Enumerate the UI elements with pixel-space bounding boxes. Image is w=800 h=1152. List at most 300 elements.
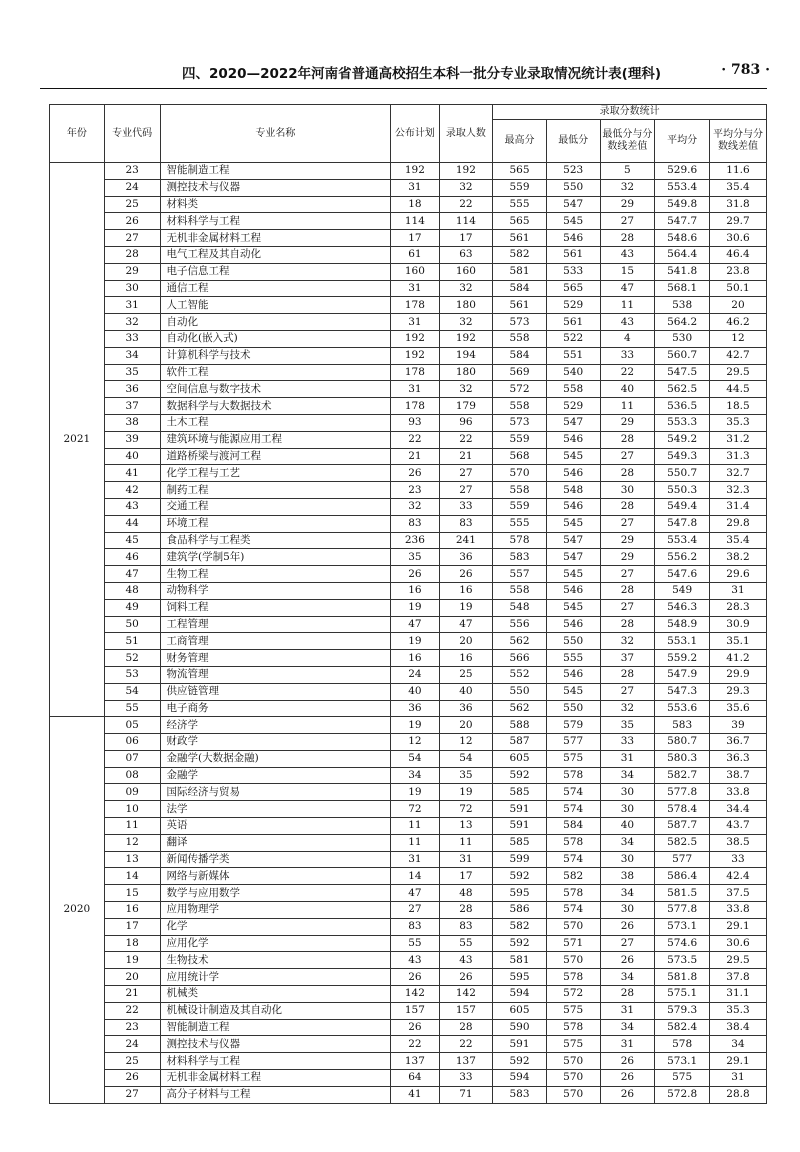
min-diff-cell: 11 bbox=[600, 398, 655, 415]
max-cell: 605 bbox=[493, 1002, 547, 1019]
avg-diff-cell: 50.1 bbox=[709, 280, 766, 297]
avg-diff-cell: 31.2 bbox=[709, 431, 766, 448]
avg-cell: 546.3 bbox=[655, 599, 710, 616]
code-cell: 48 bbox=[104, 582, 160, 599]
table-row bbox=[50, 734, 767, 751]
avg-cell: 556.2 bbox=[655, 549, 710, 566]
avg-cell: 550.3 bbox=[655, 482, 710, 499]
header-max: 最高分 bbox=[493, 120, 547, 163]
min-diff-cell: 32 bbox=[600, 633, 655, 650]
table-row bbox=[50, 818, 767, 835]
code-cell: 37 bbox=[104, 398, 160, 415]
admitted-cell: 20 bbox=[439, 633, 493, 650]
plan-cell: 192 bbox=[391, 163, 439, 180]
admitted-cell: 96 bbox=[439, 414, 493, 431]
min-diff-cell: 31 bbox=[600, 1002, 655, 1019]
major-cell: 法学 bbox=[160, 801, 391, 818]
code-cell: 42 bbox=[104, 482, 160, 499]
plan-cell: 83 bbox=[391, 918, 439, 935]
max-cell: 591 bbox=[493, 1036, 547, 1053]
plan-cell: 22 bbox=[391, 431, 439, 448]
admitted-cell: 27 bbox=[439, 465, 493, 482]
header-plan: 公布计划 bbox=[391, 105, 439, 163]
table-row bbox=[50, 297, 767, 314]
code-cell: 28 bbox=[104, 246, 160, 263]
min-diff-cell: 26 bbox=[600, 918, 655, 935]
min-cell: 545 bbox=[546, 683, 600, 700]
avg-diff-cell: 29.3 bbox=[709, 683, 766, 700]
admitted-cell: 72 bbox=[439, 801, 493, 818]
min-diff-cell: 28 bbox=[600, 666, 655, 683]
min-cell: 578 bbox=[546, 767, 600, 784]
major-cell: 机械设计制造及其自动化 bbox=[160, 1002, 391, 1019]
avg-cell: 553.1 bbox=[655, 633, 710, 650]
table-row bbox=[50, 314, 767, 331]
avg-cell: 548.9 bbox=[655, 616, 710, 633]
min-diff-cell: 38 bbox=[600, 868, 655, 885]
code-cell: 17 bbox=[104, 918, 160, 935]
min-diff-cell: 33 bbox=[600, 347, 655, 364]
major-cell: 生物工程 bbox=[160, 566, 391, 583]
code-cell: 38 bbox=[104, 414, 160, 431]
table-row bbox=[50, 885, 767, 902]
admitted-cell: 11 bbox=[439, 834, 493, 851]
min-diff-cell: 27 bbox=[600, 935, 655, 952]
avg-cell: 577.8 bbox=[655, 902, 710, 919]
table-row bbox=[50, 179, 767, 196]
admitted-cell: 28 bbox=[439, 902, 493, 919]
plan-cell: 19 bbox=[391, 599, 439, 616]
header-major: 专业名称 bbox=[160, 105, 391, 163]
plan-cell: 19 bbox=[391, 633, 439, 650]
code-cell: 46 bbox=[104, 549, 160, 566]
avg-diff-cell: 28.8 bbox=[709, 1086, 766, 1103]
admitted-cell: 137 bbox=[439, 1053, 493, 1070]
table-row bbox=[50, 683, 767, 700]
plan-cell: 22 bbox=[391, 1036, 439, 1053]
plan-cell: 11 bbox=[391, 834, 439, 851]
header-code: 专业代码 bbox=[104, 105, 160, 163]
max-cell: 573 bbox=[493, 314, 547, 331]
table-row bbox=[50, 750, 767, 767]
min-cell: 546 bbox=[546, 582, 600, 599]
plan-cell: 14 bbox=[391, 868, 439, 885]
plan-cell: 19 bbox=[391, 717, 439, 734]
avg-diff-cell: 38.5 bbox=[709, 834, 766, 851]
major-cell: 饲料工程 bbox=[160, 599, 391, 616]
max-cell: 558 bbox=[493, 398, 547, 415]
avg-diff-cell: 38.4 bbox=[709, 1019, 766, 1036]
major-cell: 制药工程 bbox=[160, 482, 391, 499]
avg-diff-cell: 29.5 bbox=[709, 364, 766, 381]
code-cell: 30 bbox=[104, 280, 160, 297]
plan-cell: 18 bbox=[391, 196, 439, 213]
plan-cell: 192 bbox=[391, 330, 439, 347]
code-cell: 19 bbox=[104, 952, 160, 969]
major-cell: 无机非金属材料工程 bbox=[160, 1070, 391, 1087]
major-cell: 智能制造工程 bbox=[160, 163, 391, 180]
major-cell: 道路桥梁与渡河工程 bbox=[160, 448, 391, 465]
avg-cell: 580.7 bbox=[655, 734, 710, 751]
table-row bbox=[50, 213, 767, 230]
avg-diff-cell: 11.6 bbox=[709, 163, 766, 180]
code-cell: 34 bbox=[104, 347, 160, 364]
major-cell: 生物技术 bbox=[160, 952, 391, 969]
avg-cell: 529.6 bbox=[655, 163, 710, 180]
max-cell: 552 bbox=[493, 666, 547, 683]
table-row bbox=[50, 1002, 767, 1019]
max-cell: 587 bbox=[493, 734, 547, 751]
avg-cell: 575.1 bbox=[655, 986, 710, 1003]
avg-cell: 547.9 bbox=[655, 666, 710, 683]
avg-diff-cell: 41.2 bbox=[709, 650, 766, 667]
table-row bbox=[50, 717, 767, 734]
plan-cell: 21 bbox=[391, 448, 439, 465]
min-diff-cell: 40 bbox=[600, 818, 655, 835]
min-cell: 546 bbox=[546, 498, 600, 515]
code-cell: 27 bbox=[104, 1086, 160, 1103]
admitted-cell: 22 bbox=[439, 196, 493, 213]
max-cell: 595 bbox=[493, 885, 547, 902]
admitted-cell: 63 bbox=[439, 246, 493, 263]
avg-diff-cell: 33.8 bbox=[709, 902, 766, 919]
min-diff-cell: 47 bbox=[600, 280, 655, 297]
min-diff-cell: 29 bbox=[600, 532, 655, 549]
min-diff-cell: 22 bbox=[600, 364, 655, 381]
avg-diff-cell: 35.4 bbox=[709, 532, 766, 549]
table-row bbox=[50, 834, 767, 851]
avg-cell: 553.6 bbox=[655, 700, 710, 717]
min-diff-cell: 32 bbox=[600, 700, 655, 717]
table-row bbox=[50, 414, 767, 431]
code-cell: 16 bbox=[104, 902, 160, 919]
major-cell: 空间信息与数字技术 bbox=[160, 381, 391, 398]
min-diff-cell: 27 bbox=[600, 448, 655, 465]
max-cell: 558 bbox=[493, 330, 547, 347]
admitted-cell: 71 bbox=[439, 1086, 493, 1103]
admitted-cell: 36 bbox=[439, 549, 493, 566]
plan-cell: 23 bbox=[391, 482, 439, 499]
plan-cell: 19 bbox=[391, 784, 439, 801]
table-row bbox=[50, 381, 767, 398]
max-cell: 586 bbox=[493, 902, 547, 919]
avg-cell: 530 bbox=[655, 330, 710, 347]
plan-cell: 41 bbox=[391, 1086, 439, 1103]
max-cell: 559 bbox=[493, 498, 547, 515]
code-cell: 47 bbox=[104, 566, 160, 583]
avg-cell: 575 bbox=[655, 1070, 710, 1087]
plan-cell: 83 bbox=[391, 515, 439, 532]
major-cell: 数据科学与大数据技术 bbox=[160, 398, 391, 415]
max-cell: 588 bbox=[493, 717, 547, 734]
avg-cell: 573.1 bbox=[655, 1053, 710, 1070]
max-cell: 558 bbox=[493, 482, 547, 499]
admitted-cell: 43 bbox=[439, 952, 493, 969]
min-diff-cell: 11 bbox=[600, 297, 655, 314]
code-cell: 23 bbox=[104, 1019, 160, 1036]
code-cell: 43 bbox=[104, 498, 160, 515]
table-row bbox=[50, 582, 767, 599]
table-row bbox=[50, 515, 767, 532]
major-cell: 应用化学 bbox=[160, 935, 391, 952]
avg-cell: 577 bbox=[655, 851, 710, 868]
avg-cell: 541.8 bbox=[655, 263, 710, 280]
avg-diff-cell: 31.1 bbox=[709, 986, 766, 1003]
avg-diff-cell: 33.8 bbox=[709, 784, 766, 801]
avg-diff-cell: 30.6 bbox=[709, 230, 766, 247]
page-number: · 783 · bbox=[721, 62, 770, 78]
plan-cell: 178 bbox=[391, 398, 439, 415]
code-cell: 33 bbox=[104, 330, 160, 347]
plan-cell: 31 bbox=[391, 314, 439, 331]
min-cell: 545 bbox=[546, 599, 600, 616]
max-cell: 562 bbox=[493, 633, 547, 650]
major-cell: 智能制造工程 bbox=[160, 1019, 391, 1036]
major-cell: 建筑环境与能源应用工程 bbox=[160, 431, 391, 448]
plan-cell: 43 bbox=[391, 952, 439, 969]
min-cell: 545 bbox=[546, 566, 600, 583]
admitted-cell: 160 bbox=[439, 263, 493, 280]
admitted-cell: 20 bbox=[439, 717, 493, 734]
max-cell: 582 bbox=[493, 918, 547, 935]
max-cell: 595 bbox=[493, 969, 547, 986]
admitted-cell: 28 bbox=[439, 1019, 493, 1036]
min-cell: 578 bbox=[546, 1019, 600, 1036]
min-diff-cell: 34 bbox=[600, 834, 655, 851]
min-cell: 529 bbox=[546, 297, 600, 314]
avg-cell: 574.6 bbox=[655, 935, 710, 952]
major-cell: 软件工程 bbox=[160, 364, 391, 381]
header-min: 最低分 bbox=[546, 120, 600, 163]
avg-cell: 582.7 bbox=[655, 767, 710, 784]
avg-diff-cell: 31.4 bbox=[709, 498, 766, 515]
code-cell: 12 bbox=[104, 834, 160, 851]
major-cell: 物流管理 bbox=[160, 666, 391, 683]
table-row bbox=[50, 532, 767, 549]
min-cell: 575 bbox=[546, 1002, 600, 1019]
avg-cell: 536.5 bbox=[655, 398, 710, 415]
max-cell: 591 bbox=[493, 818, 547, 835]
avg-cell: 559.2 bbox=[655, 650, 710, 667]
avg-diff-cell: 31.8 bbox=[709, 196, 766, 213]
max-cell: 583 bbox=[493, 549, 547, 566]
major-cell: 应用物理学 bbox=[160, 902, 391, 919]
min-diff-cell: 43 bbox=[600, 314, 655, 331]
admitted-cell: 179 bbox=[439, 398, 493, 415]
major-cell: 机械类 bbox=[160, 986, 391, 1003]
avg-diff-cell: 29.6 bbox=[709, 566, 766, 583]
min-cell: 523 bbox=[546, 163, 600, 180]
admitted-cell: 157 bbox=[439, 1002, 493, 1019]
avg-cell: 582.5 bbox=[655, 834, 710, 851]
max-cell: 590 bbox=[493, 1019, 547, 1036]
admission-stats-table bbox=[49, 104, 767, 1104]
avg-cell: 538 bbox=[655, 297, 710, 314]
avg-cell: 583 bbox=[655, 717, 710, 734]
plan-cell: 32 bbox=[391, 498, 439, 515]
major-cell: 财政学 bbox=[160, 734, 391, 751]
avg-diff-cell: 31 bbox=[709, 582, 766, 599]
min-diff-cell: 30 bbox=[600, 902, 655, 919]
min-cell: 578 bbox=[546, 834, 600, 851]
table-row bbox=[50, 280, 767, 297]
table-body bbox=[50, 163, 767, 1104]
admitted-cell: 21 bbox=[439, 448, 493, 465]
plan-cell: 17 bbox=[391, 230, 439, 247]
plan-cell: 40 bbox=[391, 683, 439, 700]
major-cell: 应用统计学 bbox=[160, 969, 391, 986]
table-row bbox=[50, 347, 767, 364]
avg-cell: 553.4 bbox=[655, 179, 710, 196]
code-cell: 24 bbox=[104, 179, 160, 196]
code-cell: 54 bbox=[104, 683, 160, 700]
min-diff-cell: 31 bbox=[600, 1036, 655, 1053]
min-cell: 540 bbox=[546, 364, 600, 381]
max-cell: 578 bbox=[493, 532, 547, 549]
plan-cell: 157 bbox=[391, 1002, 439, 1019]
min-cell: 570 bbox=[546, 918, 600, 935]
avg-diff-cell: 35.1 bbox=[709, 633, 766, 650]
min-diff-cell: 37 bbox=[600, 650, 655, 667]
table-row bbox=[50, 230, 767, 247]
avg-diff-cell: 36.3 bbox=[709, 750, 766, 767]
code-cell: 35 bbox=[104, 364, 160, 381]
min-cell: 545 bbox=[546, 213, 600, 230]
min-diff-cell: 27 bbox=[600, 683, 655, 700]
min-diff-cell: 29 bbox=[600, 549, 655, 566]
avg-diff-cell: 33 bbox=[709, 851, 766, 868]
table-row bbox=[50, 1019, 767, 1036]
min-cell: 574 bbox=[546, 902, 600, 919]
avg-diff-cell: 39 bbox=[709, 717, 766, 734]
min-diff-cell: 28 bbox=[600, 230, 655, 247]
min-diff-cell: 26 bbox=[600, 1070, 655, 1087]
plan-cell: 137 bbox=[391, 1053, 439, 1070]
table-row bbox=[50, 431, 767, 448]
plan-cell: 142 bbox=[391, 986, 439, 1003]
code-cell: 13 bbox=[104, 851, 160, 868]
major-cell: 计算机科学与技术 bbox=[160, 347, 391, 364]
max-cell: 594 bbox=[493, 1070, 547, 1087]
max-cell: 584 bbox=[493, 280, 547, 297]
code-cell: 52 bbox=[104, 650, 160, 667]
max-cell: 561 bbox=[493, 297, 547, 314]
table-row bbox=[50, 1053, 767, 1070]
avg-cell: 580.3 bbox=[655, 750, 710, 767]
min-diff-cell: 28 bbox=[600, 582, 655, 599]
admitted-cell: 31 bbox=[439, 851, 493, 868]
avg-cell: 579.3 bbox=[655, 1002, 710, 1019]
max-cell: 561 bbox=[493, 230, 547, 247]
major-cell: 化学工程与工艺 bbox=[160, 465, 391, 482]
avg-cell: 564.2 bbox=[655, 314, 710, 331]
plan-cell: 61 bbox=[391, 246, 439, 263]
min-cell: 555 bbox=[546, 650, 600, 667]
plan-cell: 93 bbox=[391, 414, 439, 431]
admitted-cell: 114 bbox=[439, 213, 493, 230]
table-row bbox=[50, 700, 767, 717]
avg-cell: 581.8 bbox=[655, 969, 710, 986]
plan-cell: 26 bbox=[391, 969, 439, 986]
min-cell: 561 bbox=[546, 246, 600, 263]
max-cell: 569 bbox=[493, 364, 547, 381]
code-cell: 07 bbox=[104, 750, 160, 767]
code-cell: 45 bbox=[104, 532, 160, 549]
min-cell: 551 bbox=[546, 347, 600, 364]
plan-cell: 47 bbox=[391, 616, 439, 633]
max-cell: 592 bbox=[493, 1053, 547, 1070]
code-cell: 36 bbox=[104, 381, 160, 398]
major-cell: 土木工程 bbox=[160, 414, 391, 431]
avg-diff-cell: 37.5 bbox=[709, 885, 766, 902]
min-cell: 550 bbox=[546, 700, 600, 717]
code-cell: 08 bbox=[104, 767, 160, 784]
admitted-cell: 40 bbox=[439, 683, 493, 700]
avg-cell: 586.4 bbox=[655, 868, 710, 885]
max-cell: 585 bbox=[493, 834, 547, 851]
min-diff-cell: 28 bbox=[600, 498, 655, 515]
min-cell: 570 bbox=[546, 1053, 600, 1070]
max-cell: 550 bbox=[493, 683, 547, 700]
admitted-cell: 192 bbox=[439, 163, 493, 180]
min-cell: 570 bbox=[546, 952, 600, 969]
major-cell: 动物科学 bbox=[160, 582, 391, 599]
avg-diff-cell: 12 bbox=[709, 330, 766, 347]
plan-cell: 26 bbox=[391, 1019, 439, 1036]
admitted-cell: 22 bbox=[439, 1036, 493, 1053]
admitted-cell: 32 bbox=[439, 179, 493, 196]
min-cell: 571 bbox=[546, 935, 600, 952]
plan-cell: 160 bbox=[391, 263, 439, 280]
min-cell: 584 bbox=[546, 818, 600, 835]
avg-diff-cell: 23.8 bbox=[709, 263, 766, 280]
avg-diff-cell: 35.3 bbox=[709, 1002, 766, 1019]
max-cell: 555 bbox=[493, 196, 547, 213]
plan-cell: 54 bbox=[391, 750, 439, 767]
min-diff-cell: 27 bbox=[600, 599, 655, 616]
code-cell: 05 bbox=[104, 717, 160, 734]
admitted-cell: 47 bbox=[439, 616, 493, 633]
min-cell: 574 bbox=[546, 801, 600, 818]
avg-diff-cell: 37.8 bbox=[709, 969, 766, 986]
avg-diff-cell: 32.3 bbox=[709, 482, 766, 499]
admitted-cell: 180 bbox=[439, 364, 493, 381]
avg-cell: 547.5 bbox=[655, 364, 710, 381]
admitted-cell: 192 bbox=[439, 330, 493, 347]
avg-cell: 549.8 bbox=[655, 196, 710, 213]
plan-cell: 24 bbox=[391, 666, 439, 683]
major-cell: 工商管理 bbox=[160, 633, 391, 650]
header-admitted: 录取人数 bbox=[439, 105, 493, 163]
min-diff-cell: 33 bbox=[600, 734, 655, 751]
avg-cell: 582.4 bbox=[655, 1019, 710, 1036]
avg-diff-cell: 38.2 bbox=[709, 549, 766, 566]
avg-diff-cell: 28.3 bbox=[709, 599, 766, 616]
major-cell: 经济学 bbox=[160, 717, 391, 734]
plan-cell: 12 bbox=[391, 734, 439, 751]
max-cell: 548 bbox=[493, 599, 547, 616]
major-cell: 材料科学与工程 bbox=[160, 213, 391, 230]
plan-cell: 16 bbox=[391, 650, 439, 667]
avg-diff-cell: 44.5 bbox=[709, 381, 766, 398]
major-cell: 建筑学(学制5年) bbox=[160, 549, 391, 566]
min-cell: 574 bbox=[546, 851, 600, 868]
min-diff-cell: 30 bbox=[600, 851, 655, 868]
code-cell: 55 bbox=[104, 700, 160, 717]
admitted-cell: 33 bbox=[439, 498, 493, 515]
plan-cell: 72 bbox=[391, 801, 439, 818]
plan-cell: 26 bbox=[391, 566, 439, 583]
